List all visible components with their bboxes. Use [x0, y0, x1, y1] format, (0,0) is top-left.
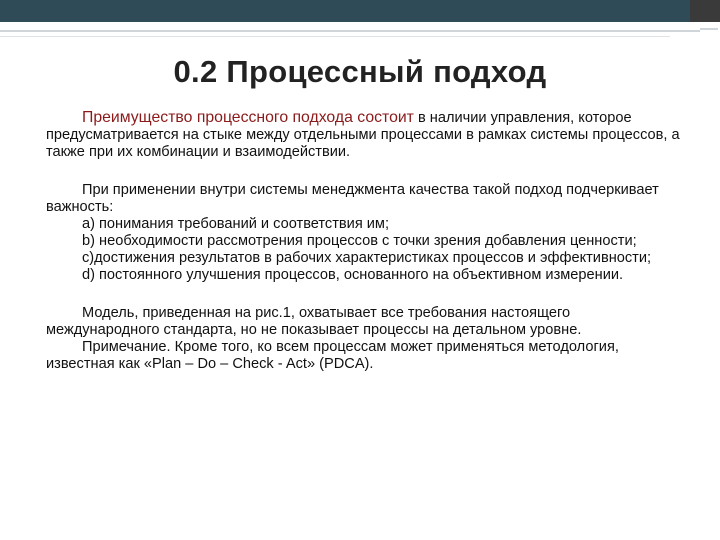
paragraph-importance: При применении внутри системы менеджмента качества такой подход подчеркивает важность:: [46, 182, 659, 215]
list-item-a: a) понимания требований и соответствия им;: [82, 216, 390, 232]
paragraph-model: Модель, приведенная на рис.1, охватывает все требования настоящего международного стандарта, но не показывает процессы на детальном уровне.: [46, 305, 582, 338]
list-item-d: d) постоянного улучшения процессов, основанного на объективном измерении.: [82, 267, 624, 283]
decorative-corner: [700, 28, 718, 42]
slide-title: 0.2 Процессный подход: [173, 54, 547, 89]
list-item-c: c)достижения результатов в рабочих характеристиках процессов и эффективности;: [82, 250, 652, 266]
paragraph-advantage: [46, 109, 686, 161]
paragraph-note: Примечание. Кроме того, ко всем процессам может применяться методология, известная как «Plan – Do – Check - Act» (PDCA).: [46, 339, 619, 372]
list-item-b: b) необходимости рассмотрения процессов с точки зрения добавления ценности;: [82, 233, 637, 249]
slide-body: [46, 109, 686, 373]
accent-phrase: Преимущество процессного подхода состоит: [82, 109, 414, 126]
top-bar: [0, 0, 720, 22]
paragraph-advantage-text: в наличии управления, которое предусматривается на стыке между отдельными процессами в рамках системы процессов, а также при их комбинации и взаимодействии.: [46, 110, 680, 160]
top-bar-corner: [690, 0, 720, 22]
decorative-line-thin: [0, 36, 670, 37]
decorative-line: [0, 30, 700, 32]
